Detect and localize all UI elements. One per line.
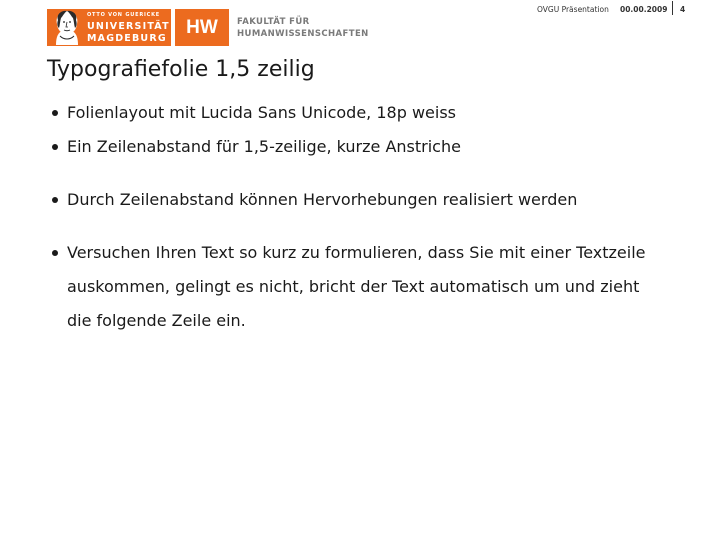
university-logo <box>47 9 171 46</box>
slide-date: 00.00.2009 <box>620 5 668 14</box>
faculty-line2: HUMANWISSENSCHAFTEN <box>237 29 369 39</box>
bullet-list <box>47 96 687 338</box>
bullet-item <box>47 236 667 338</box>
bullet-text: Folienlayout mit Lucida Sans Unicode, 18p weiss <box>67 103 456 122</box>
logo-uni-line2: UNIVERSITÄT <box>87 21 170 32</box>
bullet-dot-icon <box>52 110 58 116</box>
bullet-item <box>47 130 687 164</box>
page-number: 4 <box>680 5 686 14</box>
logo-uni-line1: OTTO VON GUERICKE <box>87 12 160 18</box>
faculty-name <box>237 16 369 40</box>
faculty-line1: FAKULTÄT FÜR <box>237 17 310 27</box>
hw-logo: HW <box>175 9 229 46</box>
presentation-label: OVGU Präsentation <box>537 5 609 14</box>
bullet-item <box>47 96 687 130</box>
slide-title: Typografiefolie 1,5 zeilig <box>47 57 315 82</box>
bullet-dot-icon <box>52 144 58 150</box>
guericke-portrait-icon <box>52 10 82 45</box>
bullet-item <box>47 183 687 217</box>
header-divider <box>672 1 673 15</box>
bullet-text: Versuchen Ihren Text so kurz zu formulieren, dass Sie mit einer Textzeile auskommen, gelingt es nicht, bricht der Text automatisch um und zieht die folgende Zeile ein. <box>67 243 646 330</box>
bullet-text: Ein Zeilenabstand für 1,5-zeilige, kurze Anstriche <box>67 137 461 156</box>
bullet-dot-icon <box>52 250 58 256</box>
bullet-text: Durch Zeilenabstand können Hervorhebungen realisiert werden <box>67 190 578 209</box>
bullet-dot-icon <box>52 197 58 203</box>
logo-uni-line3: MAGDEBURG <box>87 33 167 44</box>
